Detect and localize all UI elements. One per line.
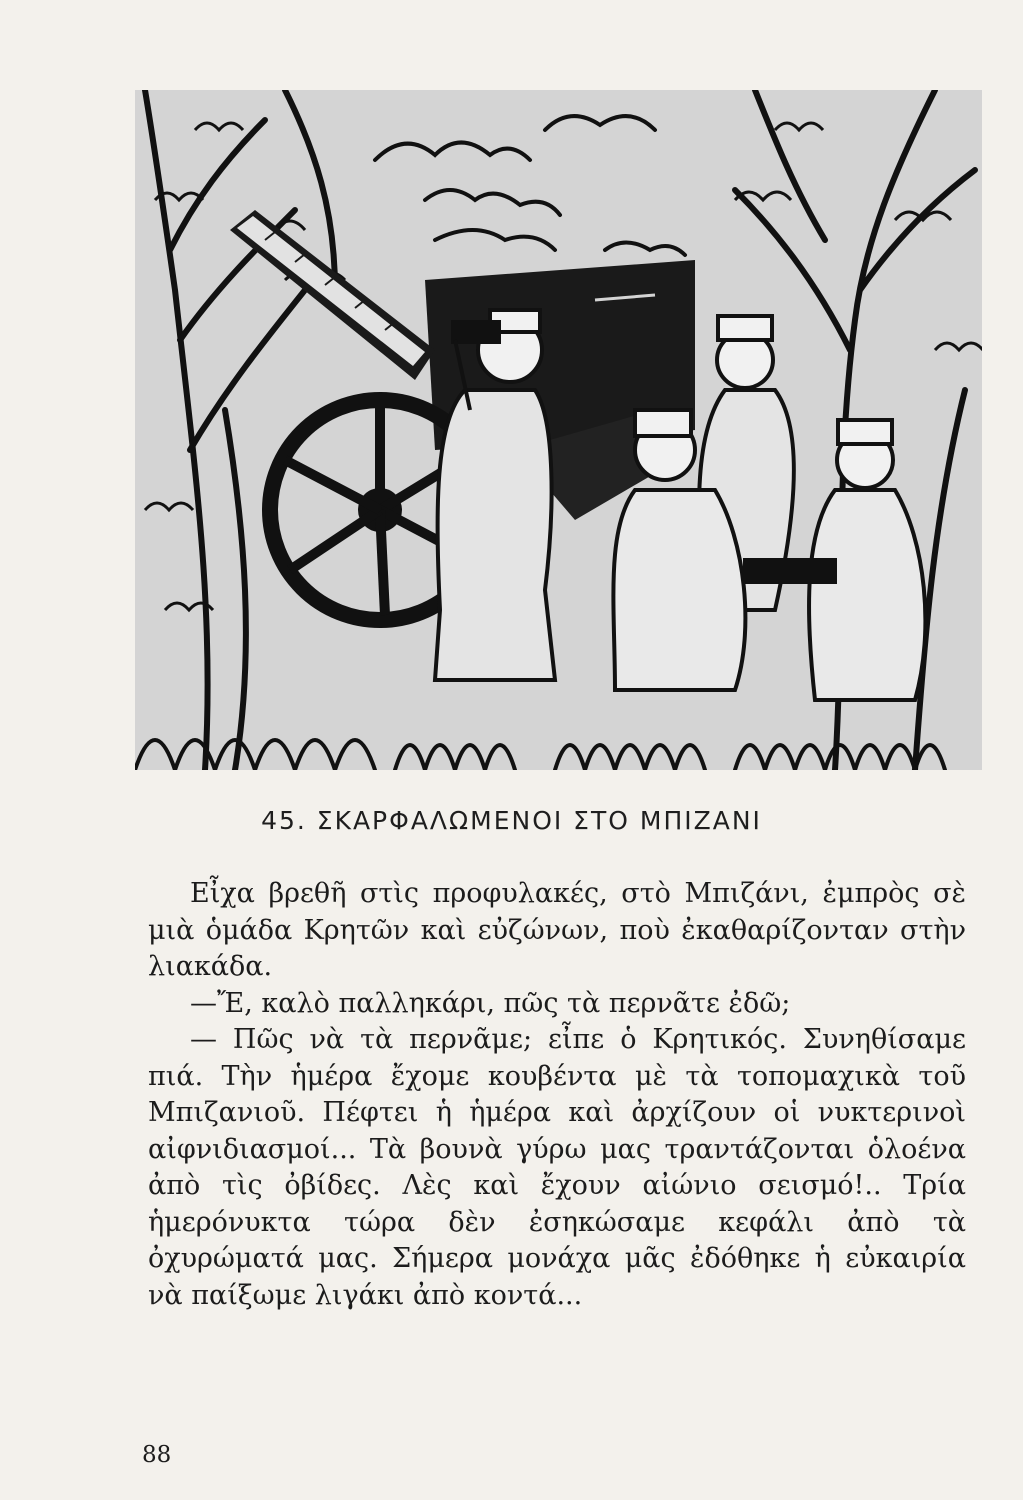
paragraph-intro: Εἶχα βρεθῆ στὶς προφυλακές, στὸ Μπιζάνι, ἐμπρὸς σὲ μιὰ ὁμάδα Κρητῶν καὶ εὐζώνων, ποὺ ἐκαθαρίζονταν στὴν λιακάδα.: [148, 878, 966, 982]
paragraph-answer: — Πῶς νὰ τὰ περνᾶμε; εἶπε ὁ Κρητικός. Συνηθίσαμε πιά. Τὴν ἡμέρα ἔχομε κουβέντα μὲ τὰ τοπομαχικὰ τοῦ Μπιζανιοῦ. Πέφτει ἡ ἡμέρα καὶ ἀρχίζουν οἱ νυκτερινοὶ αἰφνιδιασμοί... Τὰ βουνὰ γύρω μας τραντάζονται ὁλοένα ἀπὸ τὶς ὀβίδες. Λὲς καὶ ἔχουν αἰώνιο σεισμό!.. Τρία ἡμερόνυκτα τώρα δὲν ἐσηκώσαμε κεφάλι ἀπὸ τὰ ὀχυρώματά μας. Σήμερα μονάχα μᾶς ἐδόθηκε ἡ εὐκαιρία νὰ παίξωμε λιγάκι ἀπὸ κοντά...: [148, 1024, 966, 1311]
page-number: 88: [142, 1442, 172, 1468]
chapter-title: 45. ΣΚΑΡΦΑΛΩΜΕΝΟΙ ΣΤΟ ΜΠΙΖΑΝΙ: [261, 806, 762, 835]
chapter-body: [148, 876, 966, 1314]
illustration-drawing: [135, 90, 982, 770]
paragraph-question: —Ἔ, καλὸ παλληκάρι, πῶς τὰ περνᾶτε ἐδῶ;: [190, 987, 791, 1019]
artillery-crew-illustration: [135, 90, 982, 770]
